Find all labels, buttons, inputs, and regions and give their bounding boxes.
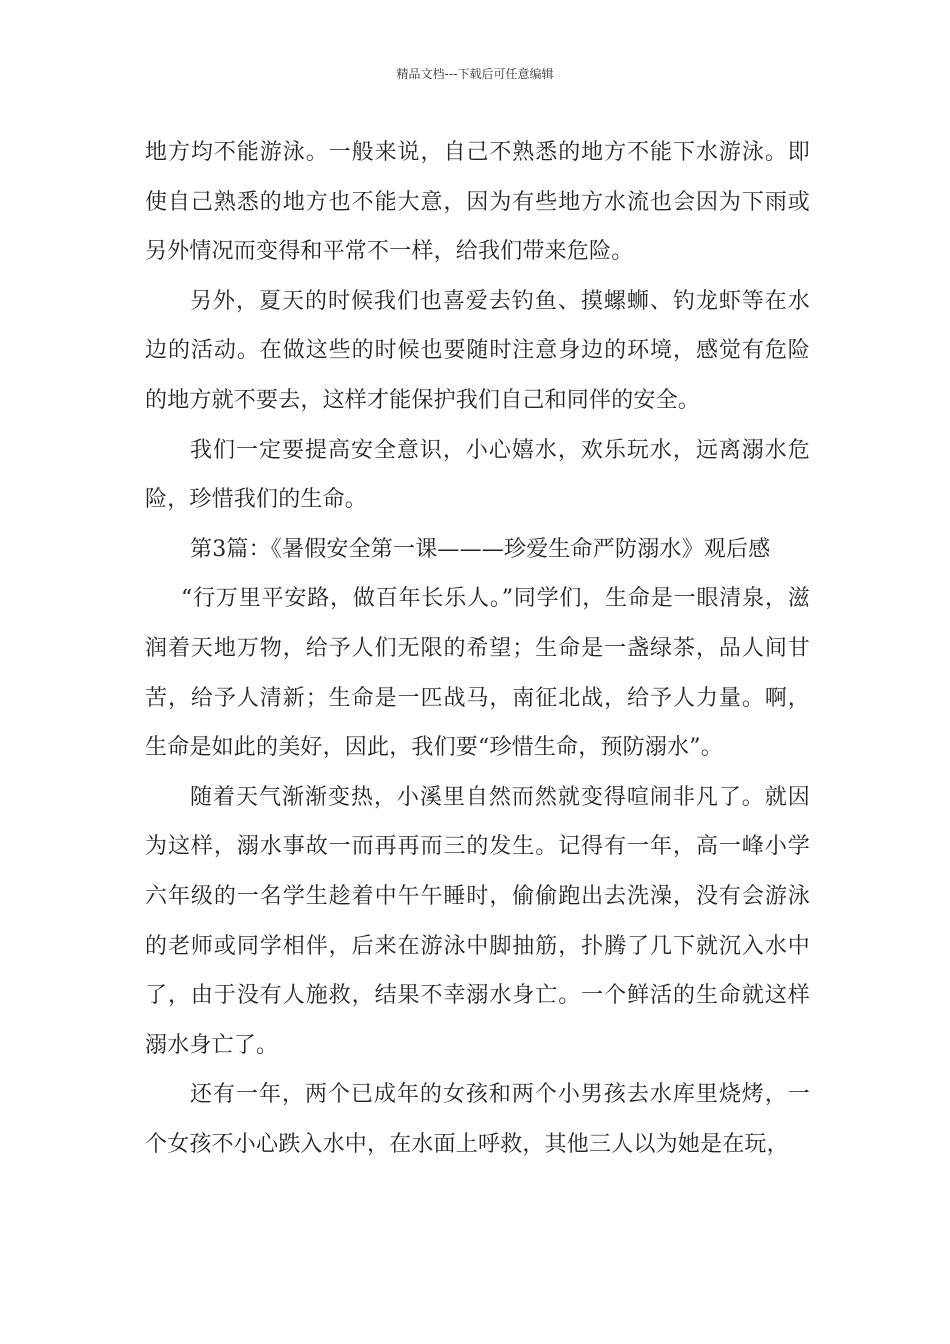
paragraph-fishing: 另外，夏天的时候我们也喜爱去钓鱼、摸螺蛳、钓龙虾等在水边的活动。在做这些的时候也要随时注意身边的环境，感觉有危险的地方就不要去，这样才能保护我们自己和同伴的安全。 [145, 288, 810, 413]
document-body [145, 128, 810, 1169]
paragraph-continuation: 地方均不能游泳。一般来说，自己不熟悉的地方不能下水游泳。即使自己熟悉的地方也不能大意，因为有些地方水流也会因为下雨或另外情况而变得和平常不一样，给我们带来危险。 [145, 140, 810, 265]
page-header: 精品文档---下载后可任意编辑 [396, 67, 554, 81]
paragraph-safety-awareness: 我们一定要提高安全意识，小心嬉水，欢乐玩水，远离溺水危险，珍惜我们的生命。 [145, 437, 810, 513]
section-heading: 第3篇：《暑假安全第一课———珍爱生命严防溺水》观后感 [190, 536, 771, 562]
paragraph-story-two: 还有一年，两个已成年的女孩和两个小男孩去水库里烧烤，一个女孩不小心跌入水中，在水面上呼救，其他三人以为她是在玩， [145, 1082, 810, 1157]
paragraph-story-one: 随着天气渐渐变热，小溪里自然而然就变得喧闹非凡了。就因为这样，溺水事故一而再再而三的发生。记得有一年，高一峰小学六年级的一名学生趁着中午午睡时，偷偷跑出去洗澡，没有会游泳的老师或同学相伴，后来在游泳中脚抽筋，扑腾了几下就沉入水中了，由于没有人施救，结果不幸溺水身亡。一个鲜活的生命就这样溺水身亡了。 [145, 784, 810, 1058]
paragraph-quote: “行万里平安路，做百年长乐人。”同学们，生命是一眼清泉，滋润着天地万物，给予人们无限的希望；生命是一盏绿茶，品人间甘苦，给予人清新；生命是一匹战马，南征北战，给予人力量。啊，生命是如此的美好，因此，我们要“珍惜生命，预防溺水”。 [145, 586, 810, 761]
